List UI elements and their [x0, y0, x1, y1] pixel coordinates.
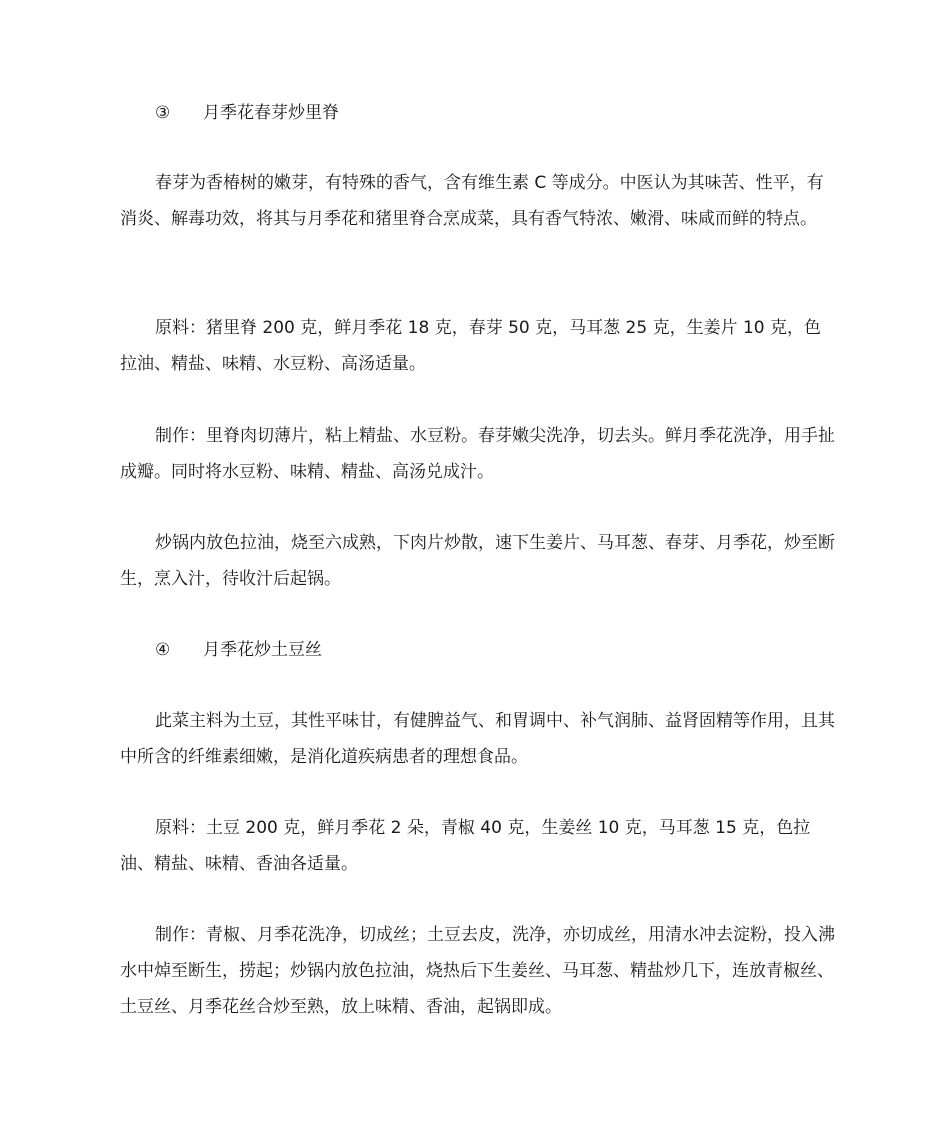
- section-4-ingredients: 原料：土豆 200 克，鲜月季花 2 朵，青椒 40 克，生姜丝 10 克，马耳葱 15 克，色拉油、精盐、味精、香油各适量。: [120, 818, 811, 874]
- section-4-method-1: 制作：青椒、月季花洗净，切成丝；土豆去皮，洗净，亦切成丝，用清水冲去淀粉，投入沸水中焯至断生，捞起；炒锅内放色拉油，烧热后下生姜丝、马耳葱、精盐炒几下，连放青椒丝、土豆丝、月季花丝合炒至熟，放上味精、香油，起锅即成。: [120, 925, 835, 1017]
- section-3-method-1: 制作：里脊肉切薄片，粘上精盐、水豆粉。春芽嫩尖洗净，切去头。鲜月季花洗净，用手扯成瓣。同时将水豆粉、味精、精盐、高汤兑成汁。: [120, 426, 835, 482]
- section-title: 月季花炒土豆丝: [203, 640, 322, 660]
- section-heading-3: [155, 95, 339, 131]
- section-3-method-2: 炒锅内放色拉油，烧至六成熟，下肉片炒散，速下生姜片、马耳葱、春芽、月季花，炒至断生，烹入汁，待收汁后起锅。: [120, 533, 835, 589]
- section-number: ③: [155, 103, 171, 123]
- section-3-ingredients: 原料：猪里脊 200 克，鲜月季花 18 克，春芽 50 克，马耳葱 25 克，生姜片 10 克，色拉油、精盐、味精、水豆粉、高汤适量。: [120, 318, 822, 374]
- section-number: ④: [155, 640, 171, 660]
- section-3-intro: 春芽为香椿树的嫩芽，有特殊的香气，含有维生素 C 等成分。中医认为其味苦、性平，有消炎、解毒功效，将其与月季花和猪里脊合烹成菜，具有香气特浓、嫩滑、味咸而鲜的特点。: [120, 173, 824, 229]
- section-4-intro: 此菜主料为土豆，其性平味甘，有健脾益气、和胃调中、补气润肺、益肾固精等作用，且其中所含的纤维素细嫩，是消化道疾病患者的理想食品。: [120, 711, 835, 767]
- section-heading-4: [155, 632, 322, 668]
- section-title: 月季花春芽炒里脊: [203, 103, 339, 123]
